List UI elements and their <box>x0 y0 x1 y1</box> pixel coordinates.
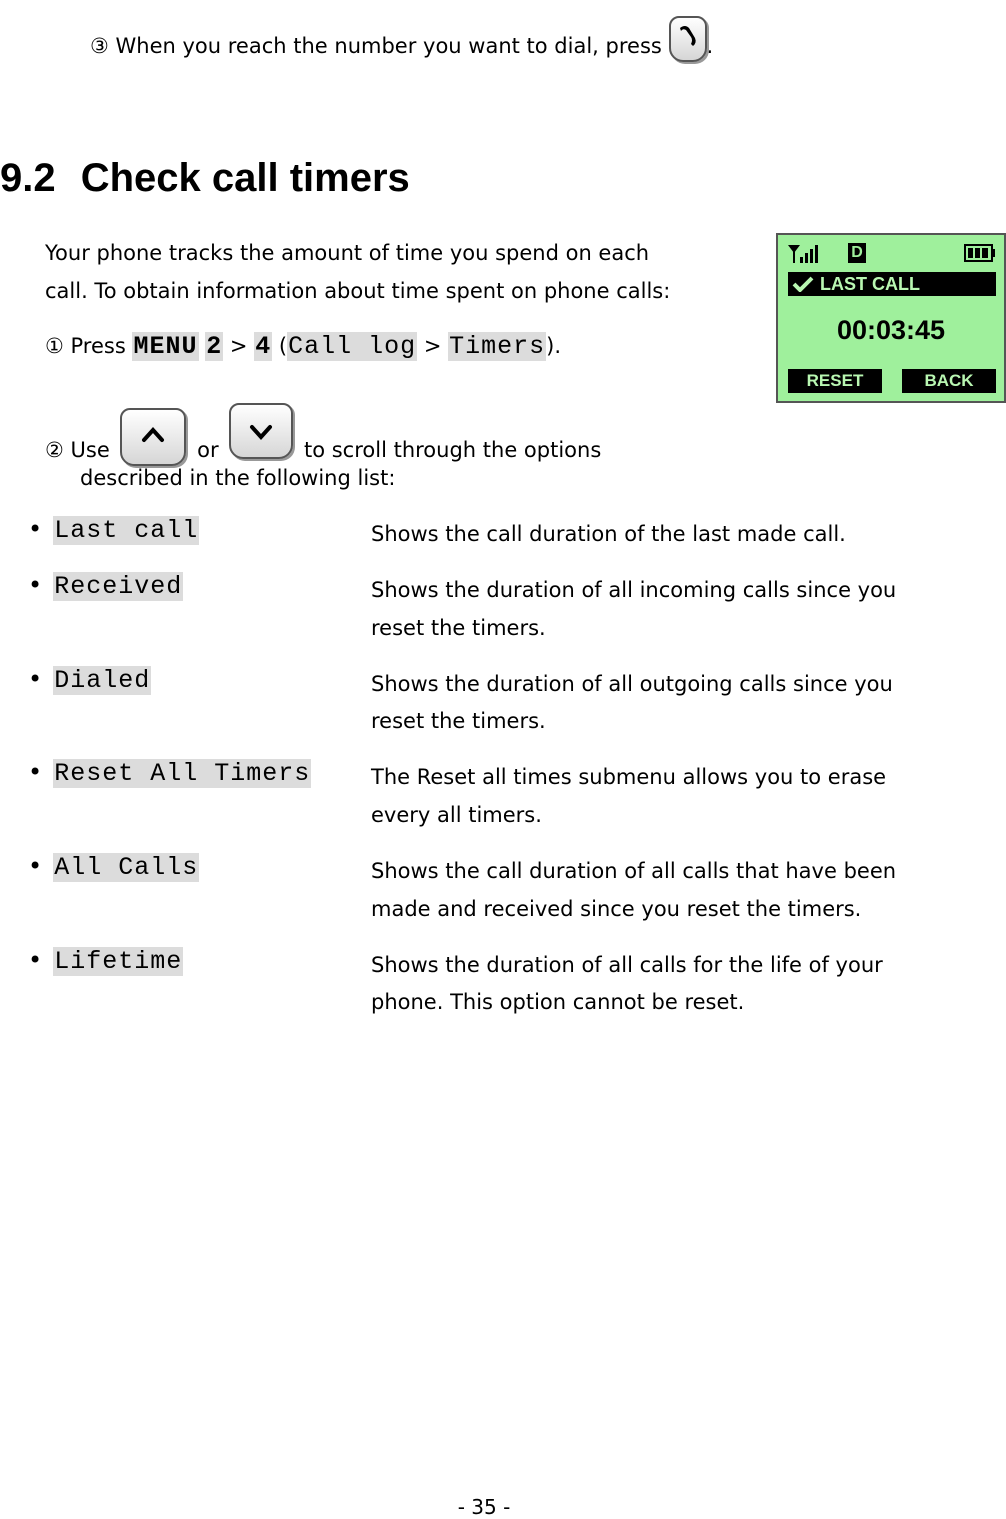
option-name: Lifetime <box>54 947 183 976</box>
bullet: • <box>28 665 43 693</box>
option-desc-line-1: Shows the duration of all calls for the life of your <box>371 953 883 977</box>
step2-or: or <box>197 438 219 462</box>
step1-line <box>45 327 561 366</box>
step1-number: ① <box>45 334 64 358</box>
option-list-item <box>28 758 311 788</box>
timers-menu: Timers <box>449 332 546 361</box>
option-desc-line-1: Shows the call duration of all calls that have been <box>371 859 897 883</box>
bullet: • <box>28 946 43 974</box>
step2-rest: to scroll through the options <box>303 438 602 462</box>
call-time-readout: 00:03:45 <box>836 315 946 345</box>
step3-line <box>90 24 713 70</box>
option-name: Reset All Timers <box>54 759 311 788</box>
up-key-icon <box>120 408 186 466</box>
key-4: 4 <box>255 332 272 361</box>
key-2: 2 <box>206 332 223 361</box>
option-desc-line-1: Shows the duration of all outgoing calls since you <box>371 672 893 696</box>
step3-text: When you reach the number you want to dial, press <box>115 34 662 58</box>
option-desc-line-1: The Reset all times submenu allows you to erase <box>371 765 887 789</box>
checkmark-icon <box>792 276 814 292</box>
option-list-item <box>28 515 199 545</box>
step3-end: . <box>706 34 714 58</box>
section-number: 9.2 <box>0 156 56 200</box>
option-desc-line-2: reset the timers. <box>371 709 546 733</box>
option-desc-line-2: made and received since you reset the timers. <box>371 897 862 921</box>
section-heading <box>0 150 410 206</box>
bullet: • <box>28 758 43 786</box>
option-name: Dialed <box>54 666 151 695</box>
down-key-icon <box>229 403 293 459</box>
step1-close-paren: ). <box>546 334 561 358</box>
phone-screen-illustration <box>776 233 1006 403</box>
option-name: All Calls <box>54 853 199 882</box>
step1-gt-2: > <box>423 334 442 358</box>
option-desc-line-1: Shows the duration of all incoming calls since you <box>371 578 897 602</box>
option-name: Last call <box>54 516 199 545</box>
step2-number: ② <box>45 438 64 462</box>
status-d-badge: D <box>848 243 866 263</box>
last-call-header: LAST CALL <box>820 274 920 294</box>
call-log-menu: Call log <box>288 332 417 361</box>
option-list-item <box>28 665 151 695</box>
page-number: - 35 - <box>457 1495 511 1519</box>
option-desc-line-2: every all timers. <box>371 803 542 827</box>
option-desc-line-2: phone. This option cannot be reset. <box>371 990 745 1014</box>
option-list-item <box>28 852 199 882</box>
section-title: Check call timers <box>80 156 410 200</box>
menu-key: MENU <box>133 332 198 361</box>
step2-use: Use <box>70 438 110 462</box>
bullet: • <box>28 571 43 599</box>
option-list-item <box>28 946 183 976</box>
battery-icon <box>964 243 996 263</box>
bullet: • <box>28 852 43 880</box>
step1-open-paren: ( <box>278 334 288 358</box>
option-desc-line-1: Shows the call duration of the last made call. <box>371 522 846 546</box>
reset-softkey: RESET <box>788 369 882 393</box>
step2-line-2: described in the following list: <box>80 466 396 490</box>
back-softkey: BACK <box>902 369 996 393</box>
intro-line-2: call. To obtain information about time spent on phone calls: <box>45 279 671 303</box>
send-key-icon <box>669 16 707 62</box>
last-call-header-bar <box>788 272 996 296</box>
option-name: Received <box>54 572 183 601</box>
intro-line-1: Your phone tracks the amount of time you spend on each <box>45 241 650 265</box>
bullet: • <box>28 515 43 543</box>
signal-icon <box>788 243 818 265</box>
step3-number: ③ <box>90 34 109 58</box>
option-list-item <box>28 571 183 601</box>
option-desc-line-2: reset the timers. <box>371 616 546 640</box>
step1-press: Press <box>70 334 126 358</box>
step1-gt-1: > <box>229 334 248 358</box>
